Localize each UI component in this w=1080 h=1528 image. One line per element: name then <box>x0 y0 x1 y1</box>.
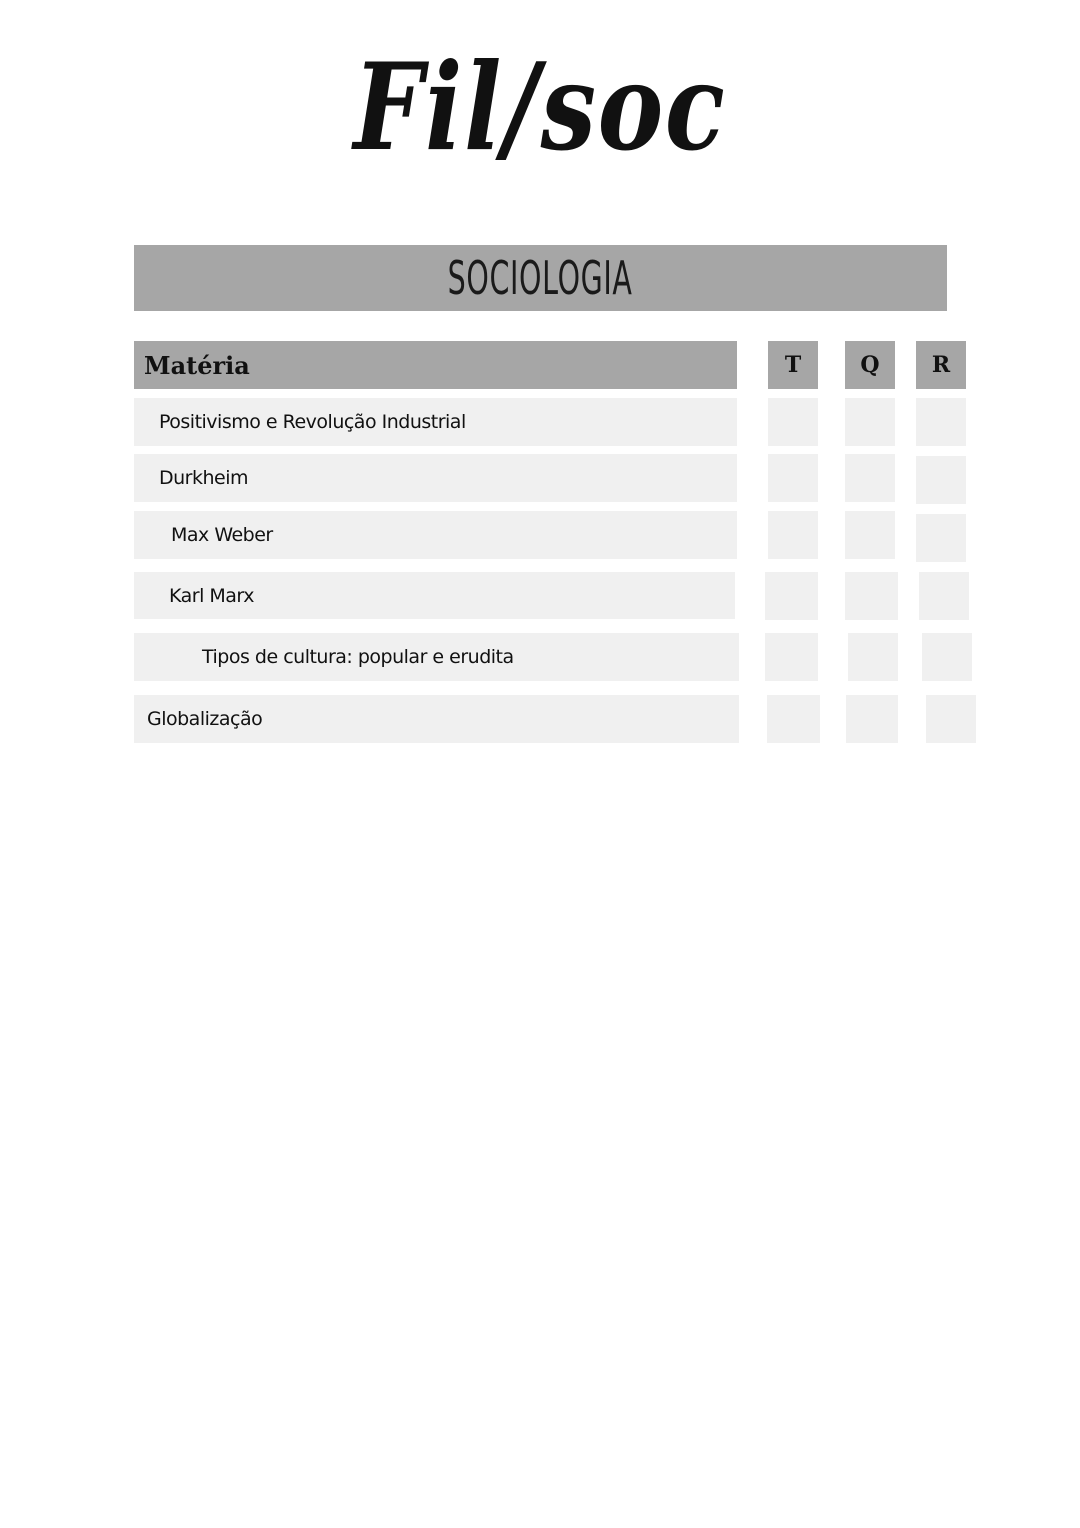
section-title: SOCIOLOGIA <box>448 251 633 305</box>
checkbox-q[interactable] <box>848 633 898 681</box>
column-header-r: R <box>916 341 966 389</box>
checkbox-r[interactable] <box>916 456 966 504</box>
checkbox-t[interactable] <box>768 454 818 502</box>
column-header-t: T <box>768 341 818 389</box>
table-row-subject: Durkheim <box>134 454 737 502</box>
checkbox-t[interactable] <box>765 572 818 620</box>
checkbox-t[interactable] <box>765 633 818 681</box>
column-header-q: Q <box>845 341 895 389</box>
page-title: Fil/soc <box>353 37 727 178</box>
checkbox-q[interactable] <box>845 511 895 559</box>
table-row-subject: Positivismo e Revolução Industrial <box>134 398 737 446</box>
checkbox-t[interactable] <box>768 511 818 559</box>
checkbox-r[interactable] <box>916 514 966 562</box>
column-header-subject: Matéria <box>134 341 737 389</box>
table-row-subject: Globalização <box>134 695 739 743</box>
checkbox-t[interactable] <box>767 695 820 743</box>
checkbox-q[interactable] <box>845 572 898 620</box>
checkbox-r[interactable] <box>926 695 976 743</box>
checkbox-q[interactable] <box>845 454 895 502</box>
table-row-subject: Tipos de cultura: popular e erudita <box>134 633 739 681</box>
checkbox-r[interactable] <box>919 572 969 620</box>
checkbox-q[interactable] <box>845 398 895 446</box>
checkbox-t[interactable] <box>768 398 818 446</box>
table-row-subject: Karl Marx <box>134 572 735 619</box>
checkbox-r[interactable] <box>922 633 972 681</box>
checkbox-r[interactable] <box>916 398 966 446</box>
section-banner <box>134 245 947 311</box>
checkbox-q[interactable] <box>846 695 898 743</box>
table-row-subject: Max Weber <box>134 511 737 559</box>
